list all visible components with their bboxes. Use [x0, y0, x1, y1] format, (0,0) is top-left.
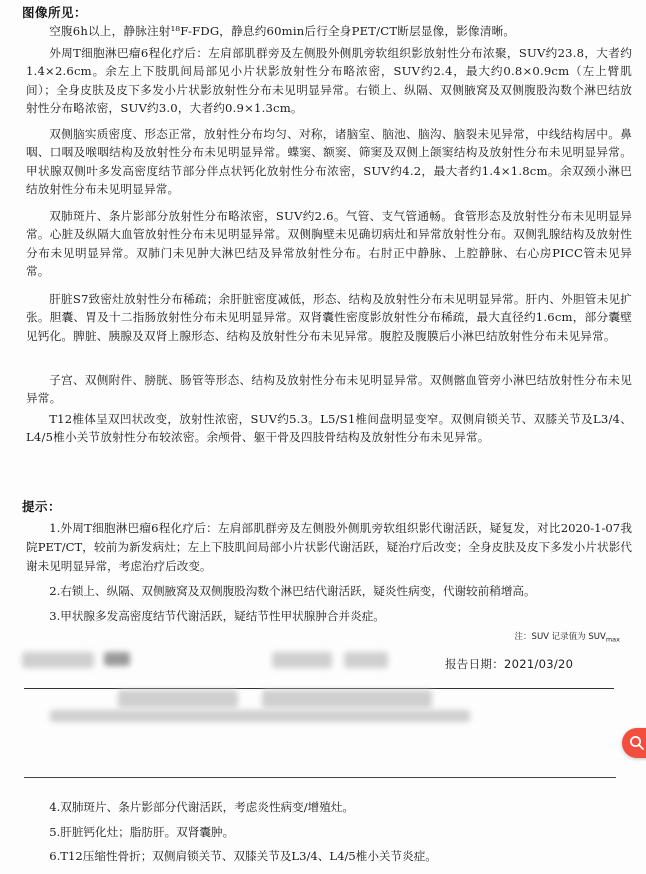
redacted-block — [344, 652, 388, 668]
suv-note-sub: max — [605, 635, 620, 644]
impression-item-3: 3.甲状腺多发高密度结节代谢活跃，疑结节性甲状腺肿合并炎症。 — [49, 609, 385, 623]
floating-search-button[interactable] — [622, 728, 646, 758]
findings-para-5: 肝脏S7致密灶放射性分布稀疏；余肝脏密度减低，形态、结构及放射性分布未见明显异常。肝内、外胆管未见扩张。胆囊、胃及十二指肠放射性分布未见明显异常。双肾囊性密度影放射性分布稀疏，最大直径约1.6cm，部分囊壁见钙化。脾脏、胰腺及双肾上腺形态、结构及放射性分布未见异常。腹腔及腹膜后小淋巴结放射性分布未见异常。 — [26, 292, 632, 343]
findings-para-7: T12椎体呈双凹状改变，放射性浓密，SUV约5.3。L5/S1椎间盘明显变窄。双侧肩锁关节、双膝关节及L3/4、L4/5椎小关节放射性分布较浓密。余颅骨、躯干骨及四肢骨结构及放射性分布未见异常。 — [26, 412, 632, 445]
impression-item-4: 4.双肺斑片、条片影部分代谢活跃，考虑炎性病变/增殖灶。 — [49, 800, 355, 814]
redacted-block — [104, 652, 130, 666]
redacted-block — [272, 652, 332, 668]
impression-list — [26, 519, 632, 632]
impression-title: 提示： — [22, 499, 62, 514]
divider-line — [24, 777, 616, 778]
findings-para-6: 子宫、双侧附件、膀胱、肠管等形态、结构及放射性分布未见明显异常。双侧髂血管旁小淋巴结放射性分布未见异常。 — [26, 373, 632, 406]
impression-item-6: 6.T12压缩性骨折；双侧肩锁关节、双膝关节及L3/4、L4/5椎小关节炎症。 — [49, 849, 437, 863]
redacted-block — [22, 652, 94, 668]
divider-line — [24, 688, 614, 689]
report-date-label: 报告日期： — [445, 657, 504, 671]
impression-item-1: 1.外周T细胞淋巴瘤6程化疗后：左肩部肌群旁及左侧股外侧肌旁软组织影代谢活跃，疑复发，对比2020-1-07我院PET/CT，较前为新发病灶；左上下肢肌间局部小片状影代谢活跃，疑治疗后改变；全身皮肤及皮下多发小片状影代谢未见明显异常，考虑治疗后改变。 — [26, 521, 632, 573]
impression-item-2: 2.右锁上、纵隔、双侧腋窝及双侧腹股沟数个淋巴结代谢活跃，疑炎性病变，代谢较前稍增高。 — [49, 584, 536, 598]
findings-para-4: 双肺斑片、条片影部分放射性分布略浓密，SUV约2.6。气管、支气管通畅。食管形态及放射性分布未见明显异常。心脏及纵隔大血管放射性分布未见明显异常。双侧胸壁未见确切病灶和异常放射性分布。双侧乳腺结构及放射性分布未见明显异常。双肺门未见肿大淋巴结及异常放射性分布。右肘正中静脉、上腔静脉、右心房PICC管未见异常。 — [26, 209, 632, 279]
redacted-block — [262, 690, 432, 708]
redacted-block — [50, 710, 470, 722]
search-icon — [629, 735, 645, 751]
findings-para-1: 空腹6h以上，静脉注射¹⁸F-FDG，静息约60min后行全身PET/CT断层显像，影像清晰。 — [49, 24, 516, 38]
redacted-block — [118, 690, 238, 708]
findings-para-2: 外周T细胞淋巴瘤6程化疗后：左肩部肌群旁及左侧股外侧肌旁软组织影放射性分布浓聚，SUV约23.8，大者约1.4×2.6cm。余左上下肢肌间局部见小片状影放射性分布略浓密，SUV约2.4，最大约0.8×0.9cm（左上臂肌间）；全身皮肤及皮下多发小片状影放射性分布未见明显异常。右锁上、纵隔、双侧腋窝及双侧腹股沟数个淋巴结放射性分布略浓密，SUV约3.0，大者约0.9×1.3cm。 — [26, 46, 632, 116]
impression-list-continued — [26, 795, 632, 869]
suv-note — [515, 630, 620, 644]
findings-para-3: 双侧脑实质密度、形态正常，放射性分布均匀、对称，诸脑室、脑池、脑沟、脑裂未见异常，中线结构居中。鼻咽、口咽及喉咽结构及放射性分布未见明显异常。蝶窦、额窦、筛窦及双侧上颌窦结构及放射性分布未见明显异常。甲状腺双侧叶多发高密度结节部分伴点状钙化放射性分布浓密，SUV约4.2，最大者约1.4×1.8cm。余双颈小淋巴结放射性分布未见明显异常。 — [26, 127, 632, 197]
report-date-value: 2021/03/20 — [504, 657, 574, 671]
report-date — [445, 656, 573, 672]
findings-title: 图像所见： — [22, 5, 88, 20]
suv-note-text: 注：SUV 记录值为 SUV — [514, 632, 606, 642]
impression-item-5: 5.肝脏钙化灶；脂肪肝。双肾囊肿。 — [49, 824, 235, 839]
